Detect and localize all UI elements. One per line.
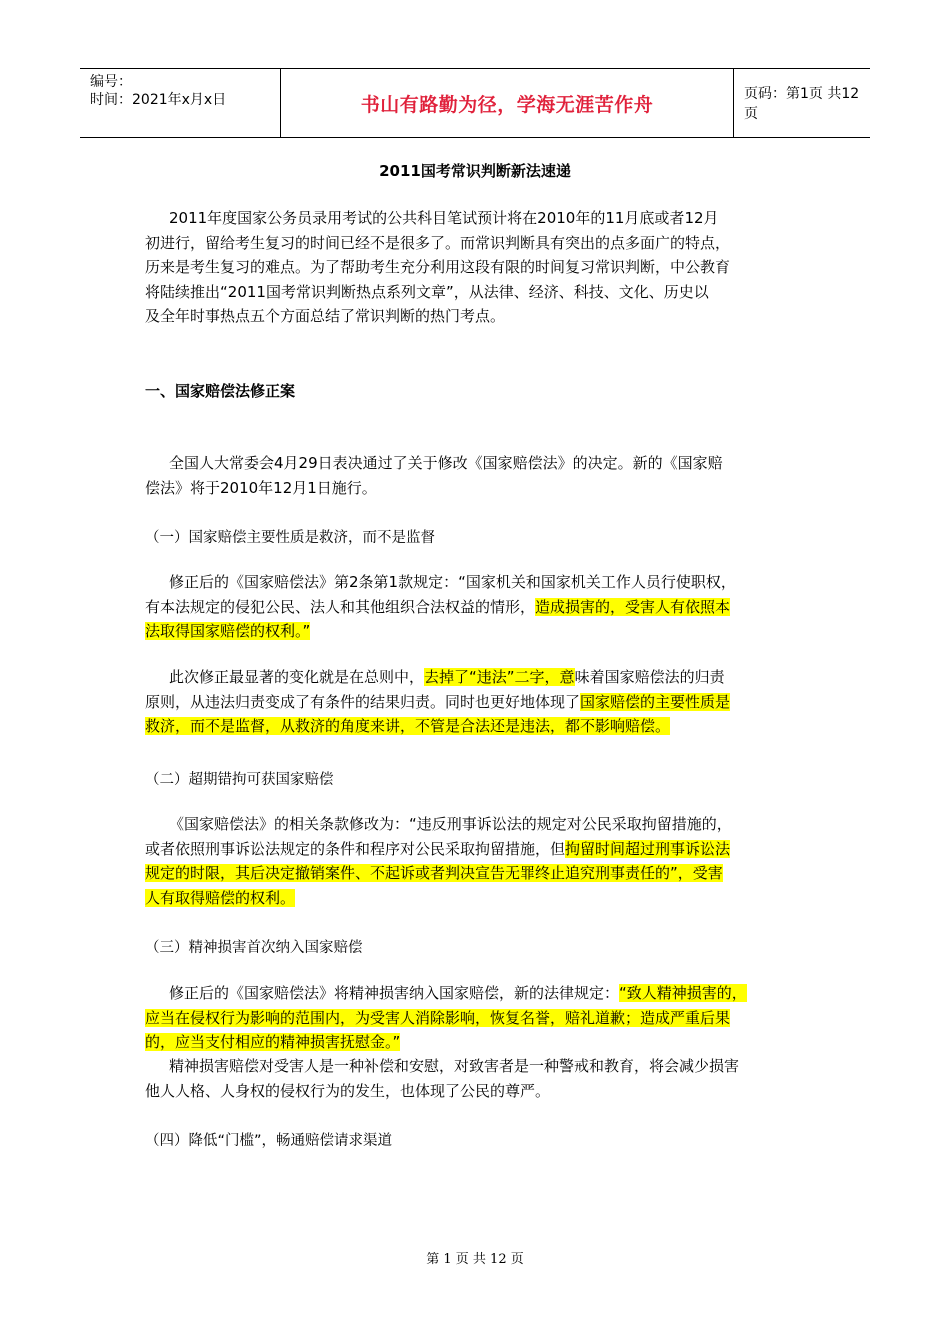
highlighted-text: 的，应当支付相应的精神损害抚慰金。” [145, 1033, 401, 1051]
highlighted-text: 去掉了“违法”二字，意 [424, 668, 575, 686]
intro-paragraph [145, 206, 810, 329]
decision-paragraph [145, 451, 810, 500]
time-label: 时间：2021年x月x日 [90, 92, 227, 108]
intro-line: 2011年度国家公务员录用考试的公共科目笔试预计将在2010年的11月底或者12月 [169, 209, 719, 227]
header-motto-cell [281, 69, 734, 137]
paragraph-line: 修正后的《国家赔偿法》第2条第1款规定：“国家机关和国家机关工作人员行使职权， [169, 573, 736, 591]
paragraph-line [145, 886, 810, 911]
highlighted-text: 规定的时限，其后决定撤销案件、不起诉或者判决宣告无罪终止追究刑事责任的”，受害 [145, 864, 723, 882]
paragraph-line [145, 837, 810, 862]
page-info: 页码：第1页 共12页 [744, 86, 860, 122]
paragraph-line [145, 861, 810, 886]
text-span: 此次修正最显著的变化就是在总则中， [169, 668, 425, 686]
paragraph-line [145, 665, 810, 690]
paragraph-line: 偿法》将于2010年12月1日施行。 [145, 478, 377, 497]
paragraph-line: 《国家赔偿法》的相关条款修改为：“违反刑事诉讼法的规定对公民采取拘留措施的， [169, 815, 732, 833]
spirit-paragraph [145, 1054, 810, 1103]
header-page-cell [734, 69, 870, 137]
subsection-heading: （一）国家赔偿主要性质是救济，而不是监督 [145, 530, 435, 546]
intro-line: 历来是考生复习的难点。为了帮助考生充分利用这段有限的时间复习常识判断，中公教育 [145, 258, 731, 276]
intro-line: 初进行，留给考生复习的时间已经不是很多了。而常识判断具有突出的点多面广的特点， [145, 233, 731, 252]
subsection2-paragraph [145, 812, 810, 910]
text-span: 原则，从违法归责变成了有条件的结果归责。同时也更好地体现了 [145, 692, 581, 711]
highlighted-text: 应当在侵权行为影响的范围内，为受害人消除影响，恢复名誉，赔礼道歉；造成严重后果 [145, 1008, 731, 1027]
text-span: 有本法规定的侵犯公民、法人和其他组织合法权益的情形， [145, 597, 536, 616]
document-title: 2011国考常识判断新法速递 [379, 162, 571, 180]
paragraph-line [145, 619, 810, 644]
highlighted-text: 造成损害的，受害人有依照本 [535, 597, 731, 616]
paragraph-line [145, 714, 810, 739]
change-paragraph [145, 665, 810, 739]
paragraph-line [145, 1030, 810, 1055]
section-heading: 一、国家赔偿法修正案 [145, 382, 296, 400]
paragraph-line: 全国人大常委会4月29日表决通过了关于修改《国家赔偿法》的决定。新的《国家赔 [169, 454, 723, 472]
number-label: 编号： [90, 74, 132, 90]
subsection-heading: （三）精神损害首次纳入国家赔偿 [145, 940, 363, 956]
highlighted-text: 拘留时间超过刑事诉讼法 [565, 839, 731, 858]
paragraph-line [145, 690, 810, 715]
highlighted-text: 国家赔偿的主要性质是 [580, 692, 731, 711]
intro-line: 将陆续推出“2011国考常识判断热点系列文章”，从法律、经济、科技、文化、历史以 [145, 282, 709, 301]
highlighted-text: 救济，而不是监督，从救济的角度来讲，不管是合法还是违法，都不影响赔偿。 [145, 717, 671, 735]
highlighted-text: 人有取得赔偿的权利。 [145, 888, 296, 907]
paragraph-line [145, 595, 810, 620]
intro-line: 及全年时事热点五个方面总结了常识判断的热门考点。 [145, 307, 506, 325]
motto: 书山有路勤为径，学海无涯苦作舟 [360, 93, 654, 116]
paragraph-line [145, 1006, 810, 1031]
page-footer: 第 1 页 共 12 页 [426, 1252, 524, 1267]
text-span: 味着国家赔偿法的归责 [574, 668, 725, 686]
subsection-heading: （四）降低“门槛”，畅通赔偿请求渠道 [145, 1133, 393, 1149]
highlighted-text: 法取得国家赔偿的权利。” [145, 622, 311, 640]
subsection3-paragraph [145, 981, 810, 1055]
header-left-cell [80, 69, 281, 137]
text-span: 修正后的《国家赔偿法》将精神损害纳入国家赔偿，新的法律规定： [169, 984, 620, 1002]
subsection1-paragraph [145, 570, 810, 644]
paragraph-line: 他人人格、人身权的侵权行为的发生，也体现了公民的尊严。 [145, 1081, 551, 1100]
subsection-heading: （二）超期错拘可获国家赔偿 [145, 772, 334, 788]
highlighted-text: “致人精神损害的， [619, 984, 747, 1002]
paragraph-line: 精神损害赔偿对受害人是一种补偿和安慰，对致害者是一种警戒和教育，将会减少损害 [169, 1057, 740, 1075]
paragraph-line [145, 981, 810, 1006]
header-table [80, 68, 870, 138]
text-span: 或者依照刑事诉讼法规定的条件和程序对公民采取拘留措施，但 [145, 839, 566, 858]
